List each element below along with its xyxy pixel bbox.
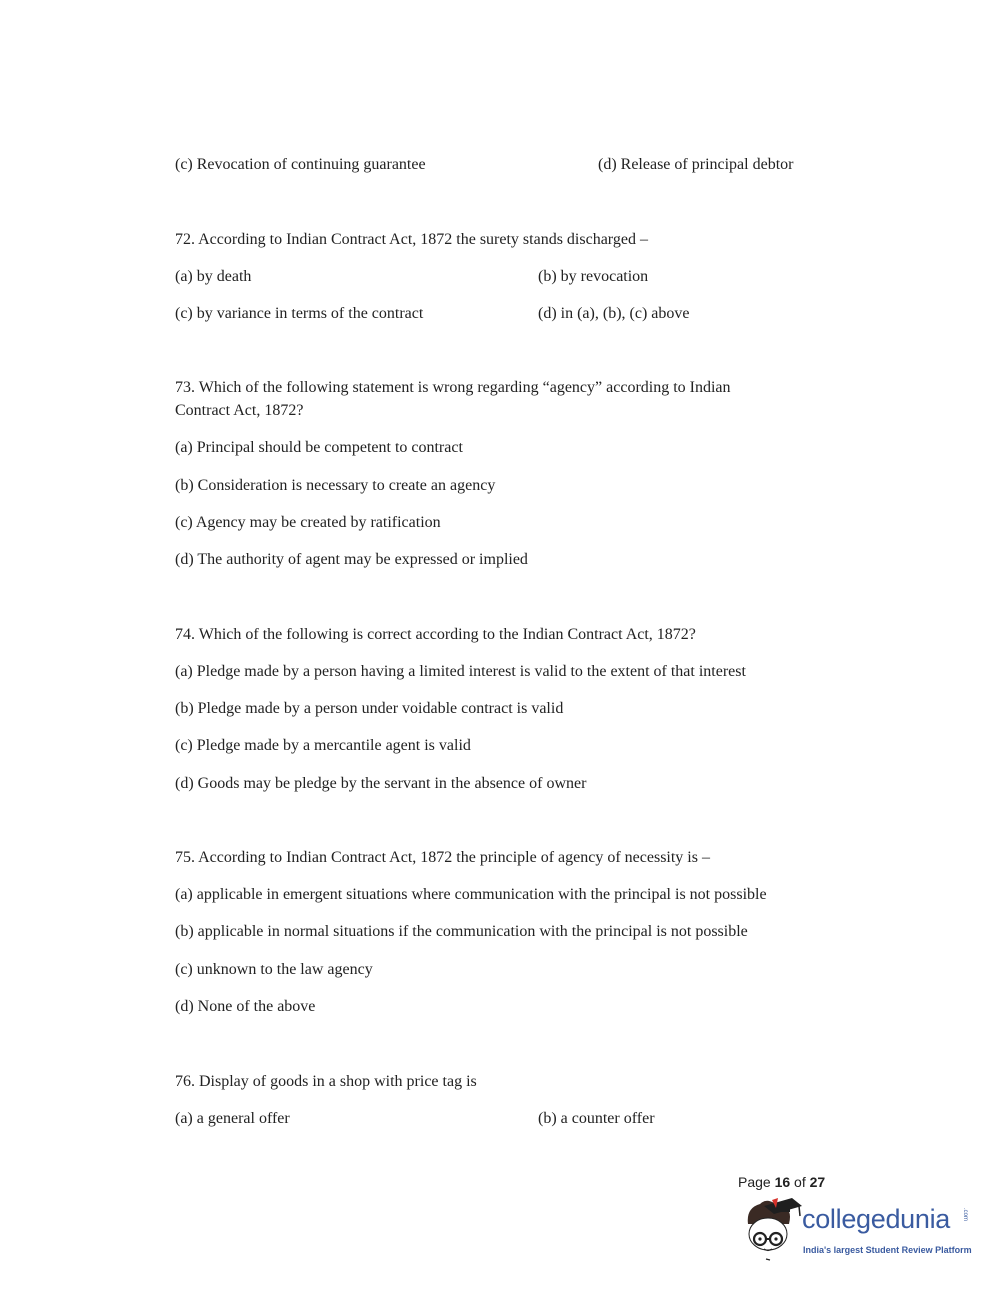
brand-tld: .com [962, 1208, 968, 1222]
q74-option-a: (a) Pledge made by a person having a limited interest is valid to the extent of that interest [175, 663, 746, 680]
brand-tagline: India's largest Student Review Platform [803, 1245, 972, 1255]
q73-option-d: (d) The authority of agent may be expressed or implied [175, 551, 528, 568]
q75-option-b: (b) applicable in normal situations if the communication with the principal is not possible [175, 923, 748, 940]
page-current: 16 [774, 1174, 791, 1190]
collegedunia-logo [742, 1196, 972, 1266]
q72-option-b: (b) by revocation [538, 268, 649, 285]
q73-question-line1: 73. Which of the following statement is wrong regarding “agency” according to Indian [175, 379, 731, 396]
q71-option-d: (d) Release of principal debtor [598, 156, 794, 173]
page-prefix: Page [738, 1174, 775, 1190]
q74-option-c: (c) Pledge made by a mercantile agent is valid [175, 737, 471, 754]
q75-option-a: (a) applicable in emergent situations where communication with the principal is not possible [175, 886, 767, 903]
q73-question-line2: Contract Act, 1872? [175, 402, 304, 419]
q76-option-a: (a) a general offer [175, 1110, 290, 1127]
q75-question: 75. According to Indian Contract Act, 1872 the principle of agency of necessity is – [175, 849, 710, 866]
q76-option-b: (b) a counter offer [538, 1110, 655, 1127]
mascot-graduate-icon [742, 1196, 804, 1266]
q71-option-c: (c) Revocation of continuing guarantee [175, 156, 426, 173]
q74-question: 74. Which of the following is correct according to the Indian Contract Act, 1872? [175, 626, 696, 643]
q76-question: 76. Display of goods in a shop with price tag is [175, 1073, 477, 1090]
page-of: of [790, 1174, 810, 1190]
q74-option-d: (d) Goods may be pledge by the servant in the absence of owner [175, 775, 587, 792]
page-total: 27 [809, 1174, 826, 1190]
brand-name: collegedunia [802, 1204, 951, 1234]
q73-option-c: (c) Agency may be created by ratification [175, 514, 441, 531]
q72-option-c: (c) by variance in terms of the contract [175, 305, 424, 322]
q75-option-c: (c) unknown to the law agency [175, 961, 373, 978]
q73-option-a: (a) Principal should be competent to contract [175, 439, 463, 456]
q72-option-d: (d) in (a), (b), (c) above [538, 305, 690, 322]
q75-option-d: (d) None of the above [175, 998, 316, 1015]
q72-option-a: (a) by death [175, 268, 252, 285]
q72-question: 72. According to Indian Contract Act, 1872 the surety stands discharged – [175, 231, 648, 248]
page-number [738, 1174, 825, 1190]
q74-option-b: (b) Pledge made by a person under voidable contract is valid [175, 700, 564, 717]
q73-option-b: (b) Consideration is necessary to create an agency [175, 477, 496, 494]
